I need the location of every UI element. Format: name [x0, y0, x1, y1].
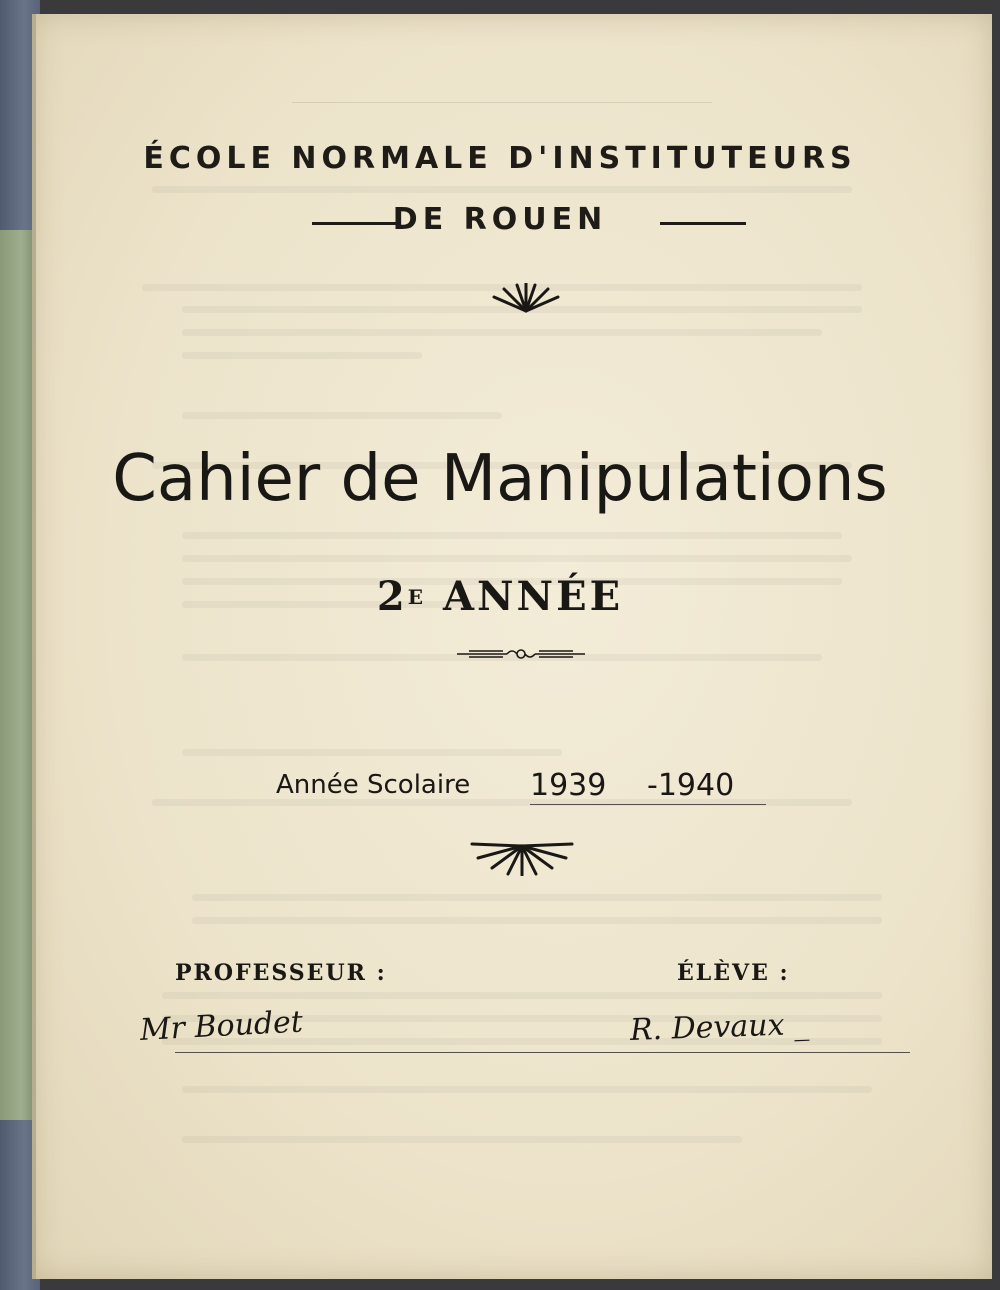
school-year-start: 1939	[530, 768, 607, 803]
binding-spine-green	[0, 230, 36, 1120]
school-year-end: -1940	[647, 768, 735, 803]
school-year-underline	[530, 804, 766, 805]
cover-scuff-mark	[292, 84, 712, 103]
class-year-word: ANNÉE	[442, 573, 624, 620]
fan-ornament-top	[490, 283, 562, 313]
names-underline	[175, 1052, 910, 1053]
class-year-number: 2	[376, 573, 408, 620]
professor-name-handwritten: Mr Boudet	[139, 1004, 304, 1048]
student-name-handwritten: R. Devaux _	[629, 1006, 810, 1048]
fan-ornament-bottom	[470, 840, 574, 876]
professor-label: PROFESSEUR :	[175, 960, 387, 986]
scroll-ornament	[455, 646, 587, 662]
school-city: DE ROUEN	[392, 202, 608, 237]
school-name: ÉCOLE NORMALE D'INSTITUTEURS	[143, 141, 857, 176]
class-year-heading	[0, 573, 1000, 620]
class-year-superscript: E	[407, 585, 426, 609]
student-label: ÉLÈVE :	[677, 960, 790, 986]
school-year-label: Année Scolaire	[276, 770, 471, 800]
notebook-title: Cahier de Manipulations	[112, 442, 888, 516]
right-title-rule	[660, 222, 746, 225]
